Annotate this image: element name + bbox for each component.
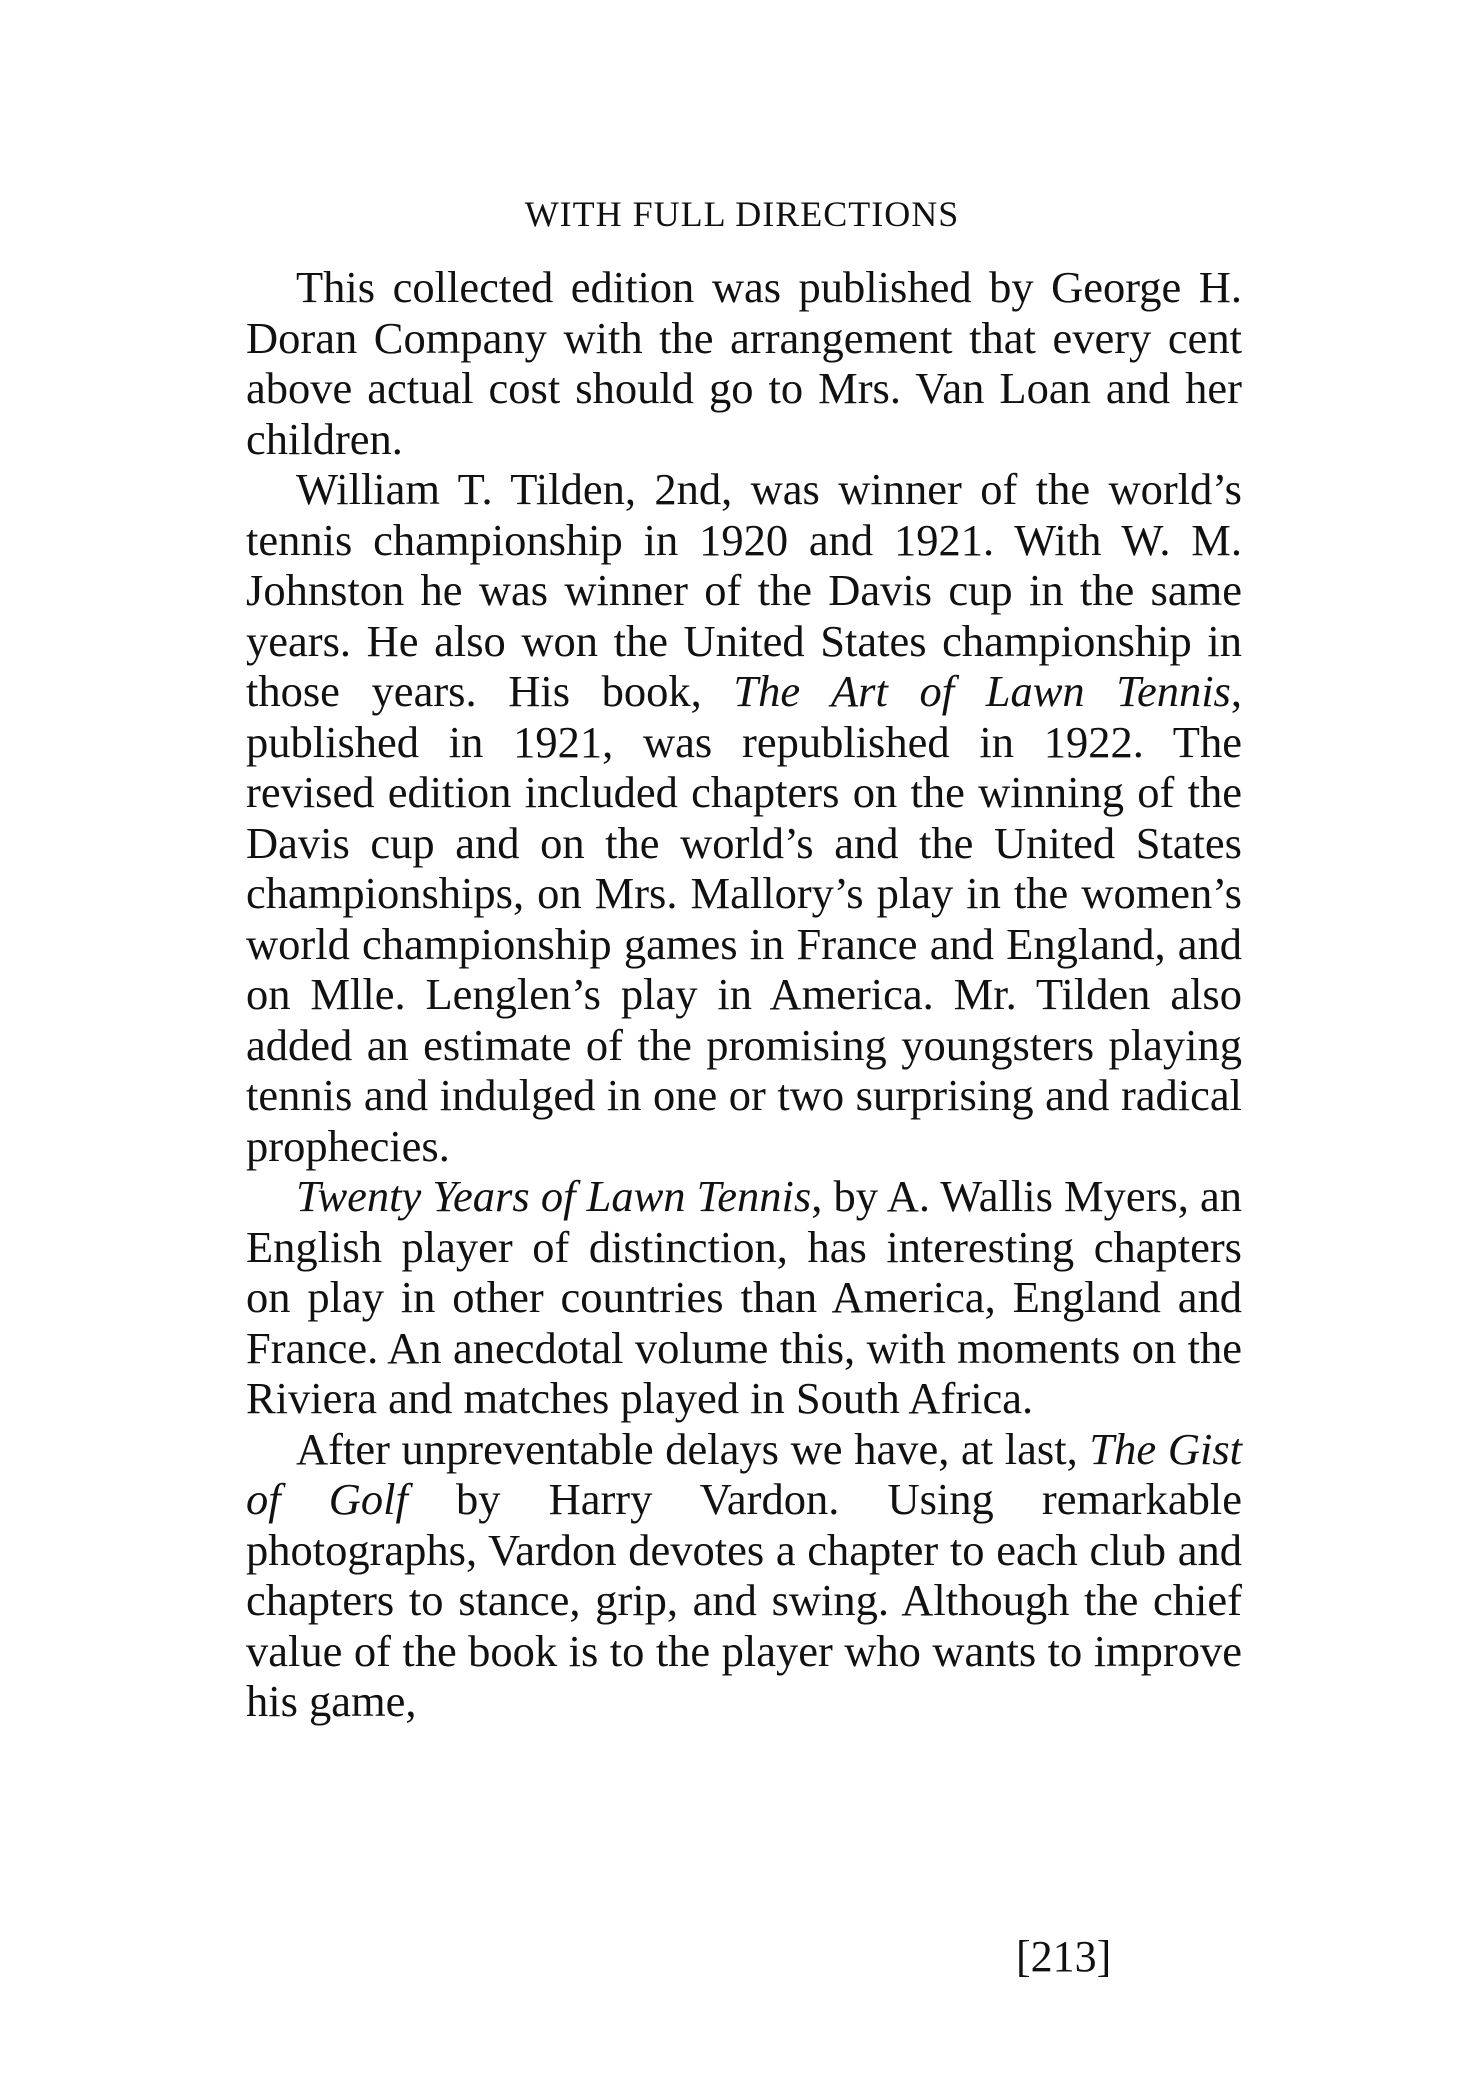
- page-number: [213]: [1016, 1932, 1112, 1981]
- paragraph-text: , published in 1921, was republished in 1922. The revised edition included chapters on the winning of the Davis cup and on the world’s and the United States championships, on Mrs. Mallory’s play in the women’s world championship games in France and England, and on Mlle. Lenglen’s play in America. Mr. Tilden also added an estimate of the promising youngsters playing tennis and indulged in one or two surprising and radical prophecies.: [246, 666, 1242, 1171]
- paragraph-text: William T. Tilden, 2nd, was winner of the world’s tennis championship in 1920 and 1921. With W. M. Johnston he was winner of the Davis cup in the same years. He also won the United States championship in those years. His book,: [246, 464, 1242, 716]
- running-head: WITH FULL DIRECTIONS: [524, 194, 960, 234]
- paragraph-tilden: [246, 464, 1242, 1171]
- paragraph-text: This collected edition was published by George H. Doran Company with the arrangement that every cent above actual cost should go to Mrs. Van Loan and her children.: [246, 262, 1242, 464]
- paragraph-text: , by A. Wallis Myers, an English player of distinction, has interesting chapters on play in other countries than America, England and France. An anecdotal volume this, with moments on the Riviera and matches played in South Africa.: [246, 1171, 1243, 1423]
- paragraph-doran-edition: [246, 262, 1242, 464]
- book-title: The Gist of Golf: [246, 1423, 1242, 1524]
- body-text: [246, 262, 1242, 1727]
- paragraph-text: by Harry Vardon. Using remarkable photographs, Vardon devotes a chapter to each club and chapters to stance, grip, and swing. Although the chief value of the book is to the player who wants to improve his game,: [246, 1474, 1243, 1726]
- paragraph-vardon: [246, 1424, 1242, 1727]
- paragraph-myers: [246, 1171, 1242, 1424]
- paragraph-text: After unpreventable delays we have, at last,: [296, 1423, 1090, 1474]
- book-title: Twenty Years of Lawn Tennis: [296, 1171, 812, 1221]
- book-title: The Art of Lawn Tennis: [733, 666, 1231, 716]
